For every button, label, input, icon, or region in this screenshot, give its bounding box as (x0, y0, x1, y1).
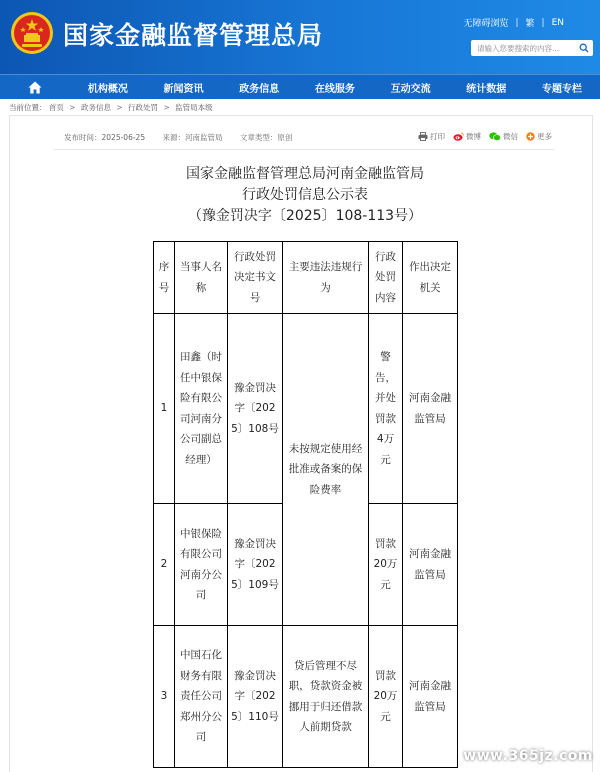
wechat-share-button[interactable] (489, 131, 518, 142)
title-line-1: 国家金融监督管理总局河南金融监管局 (186, 166, 424, 182)
header-penalty: 行政处罚内容 (369, 242, 403, 314)
nav-home[interactable] (0, 75, 70, 99)
breadcrumb-separator: > (163, 103, 170, 112)
table-header-row (154, 242, 458, 314)
article-type: 文章类型：原创 (239, 133, 293, 142)
search-input[interactable]: 请输入您要搜索的内容... (477, 43, 560, 53)
breadcrumb-penalties[interactable]: 行政处罚 (128, 103, 159, 112)
row-doc-no: 豫金罚决字〔2025〕110号 (228, 626, 283, 768)
national-emblem-icon[interactable] (10, 11, 54, 55)
nav-item-news[interactable]: 新闻资讯 (163, 83, 204, 95)
breadcrumb (9, 102, 213, 113)
row-no: 1 (154, 314, 175, 504)
row-penalty: 罚款20万元 (369, 504, 403, 626)
title-line-2: 行政处罚信息公示表 (242, 187, 368, 203)
article-source: 来源：河南监管局 (162, 133, 223, 142)
row-authority: 河南金融监管局 (403, 626, 458, 768)
home-icon (28, 81, 42, 94)
row-party: 田鑫（时任中银保险有限公司河南分公司副总经理） (175, 314, 228, 504)
penalty-table (153, 241, 458, 768)
nav-item-about[interactable]: 机构概况 (87, 83, 128, 95)
row-authority: 河南金融监管局 (403, 504, 458, 626)
site-header (0, 0, 600, 74)
breadcrumb-current[interactable]: 监管局本级 (175, 103, 213, 112)
table-row (154, 314, 458, 504)
nav-item-interaction[interactable]: 互动交流 (390, 83, 431, 95)
row-party: 中国石化财务有限责任公司郑州分公司 (175, 626, 228, 768)
weibo-icon (453, 132, 464, 141)
breadcrumb-separator: > (116, 103, 123, 112)
row-no: 2 (154, 504, 175, 626)
row-violation: 贷后管理不尽职，贷款资金被挪用于归还借款人前期贷款 (283, 626, 369, 768)
traditional-chinese-link[interactable]: 繁 (525, 19, 535, 29)
row-penalty: 警告，并处罚款4万元 (369, 314, 403, 504)
row-doc-no: 豫金罚决字〔2025〕109号 (228, 504, 283, 626)
nav-item-special-topics[interactable]: 专题专栏 (541, 83, 582, 95)
printer-icon (418, 132, 428, 141)
publish-date: 发布时间：2025-06-25 (64, 133, 146, 142)
english-link[interactable]: EN (551, 17, 564, 28)
row-penalty: 罚款20万元 (369, 626, 403, 768)
breadcrumb-label: 当前位置： (9, 103, 47, 112)
row-authority: 河南金融监管局 (403, 314, 458, 504)
wechat-label: 微信 (503, 132, 518, 141)
site-title[interactable]: 国家金融监督管理总局 (63, 21, 324, 50)
title-line-3: （豫金罚决字〔2025〕108-113号） (187, 208, 423, 224)
header-no: 序号 (154, 242, 175, 314)
divider: | (515, 17, 519, 28)
print-label: 打印 (430, 132, 445, 141)
article-meta (64, 132, 307, 143)
nav-item-online-services[interactable]: 在线服务 (314, 83, 355, 95)
top-links (463, 16, 564, 29)
breadcrumb-home[interactable]: 首页 (48, 103, 64, 112)
share-bar (410, 131, 552, 142)
search-box (471, 40, 593, 56)
row-doc-no: 豫金罚决字〔2025〕108号 (228, 314, 283, 504)
header-doc-no: 行政处罚决定书文号 (228, 242, 283, 314)
header-party: 当事人名称 (175, 242, 228, 314)
wechat-icon (489, 132, 501, 141)
row-no: 3 (154, 626, 175, 768)
print-button[interactable] (418, 131, 445, 142)
nav-item-government-info[interactable]: 政务信息 (239, 83, 280, 95)
weibo-label: 微博 (466, 132, 481, 141)
weibo-share-button[interactable] (453, 131, 481, 142)
table-row (154, 626, 458, 768)
more-share-button[interactable] (526, 131, 552, 142)
search-button[interactable] (575, 40, 593, 56)
header-authority: 作出决定机关 (403, 242, 458, 314)
accessibility-link[interactable]: 无障碍浏览 (463, 19, 509, 29)
header-violation: 主要违法违规行为 (283, 242, 369, 314)
nav-item-statistics[interactable]: 统计数据 (466, 83, 507, 95)
search-icon (579, 43, 589, 53)
more-label: 更多 (537, 132, 552, 141)
article-card (9, 115, 593, 772)
row-party: 中银保险有限公司河南分公司 (175, 504, 228, 626)
site-watermark: www.365jz.com (463, 748, 593, 764)
plus-icon (526, 132, 535, 141)
document-title (10, 164, 600, 227)
breadcrumb-government-info[interactable]: 政务信息 (80, 103, 111, 112)
main-nav (0, 74, 600, 99)
divider: | (541, 17, 545, 28)
divider (54, 149, 554, 150)
row-violation-merged: 未按规定使用经批准或备案的保险费率 (283, 314, 369, 626)
breadcrumb-separator: > (69, 103, 76, 112)
